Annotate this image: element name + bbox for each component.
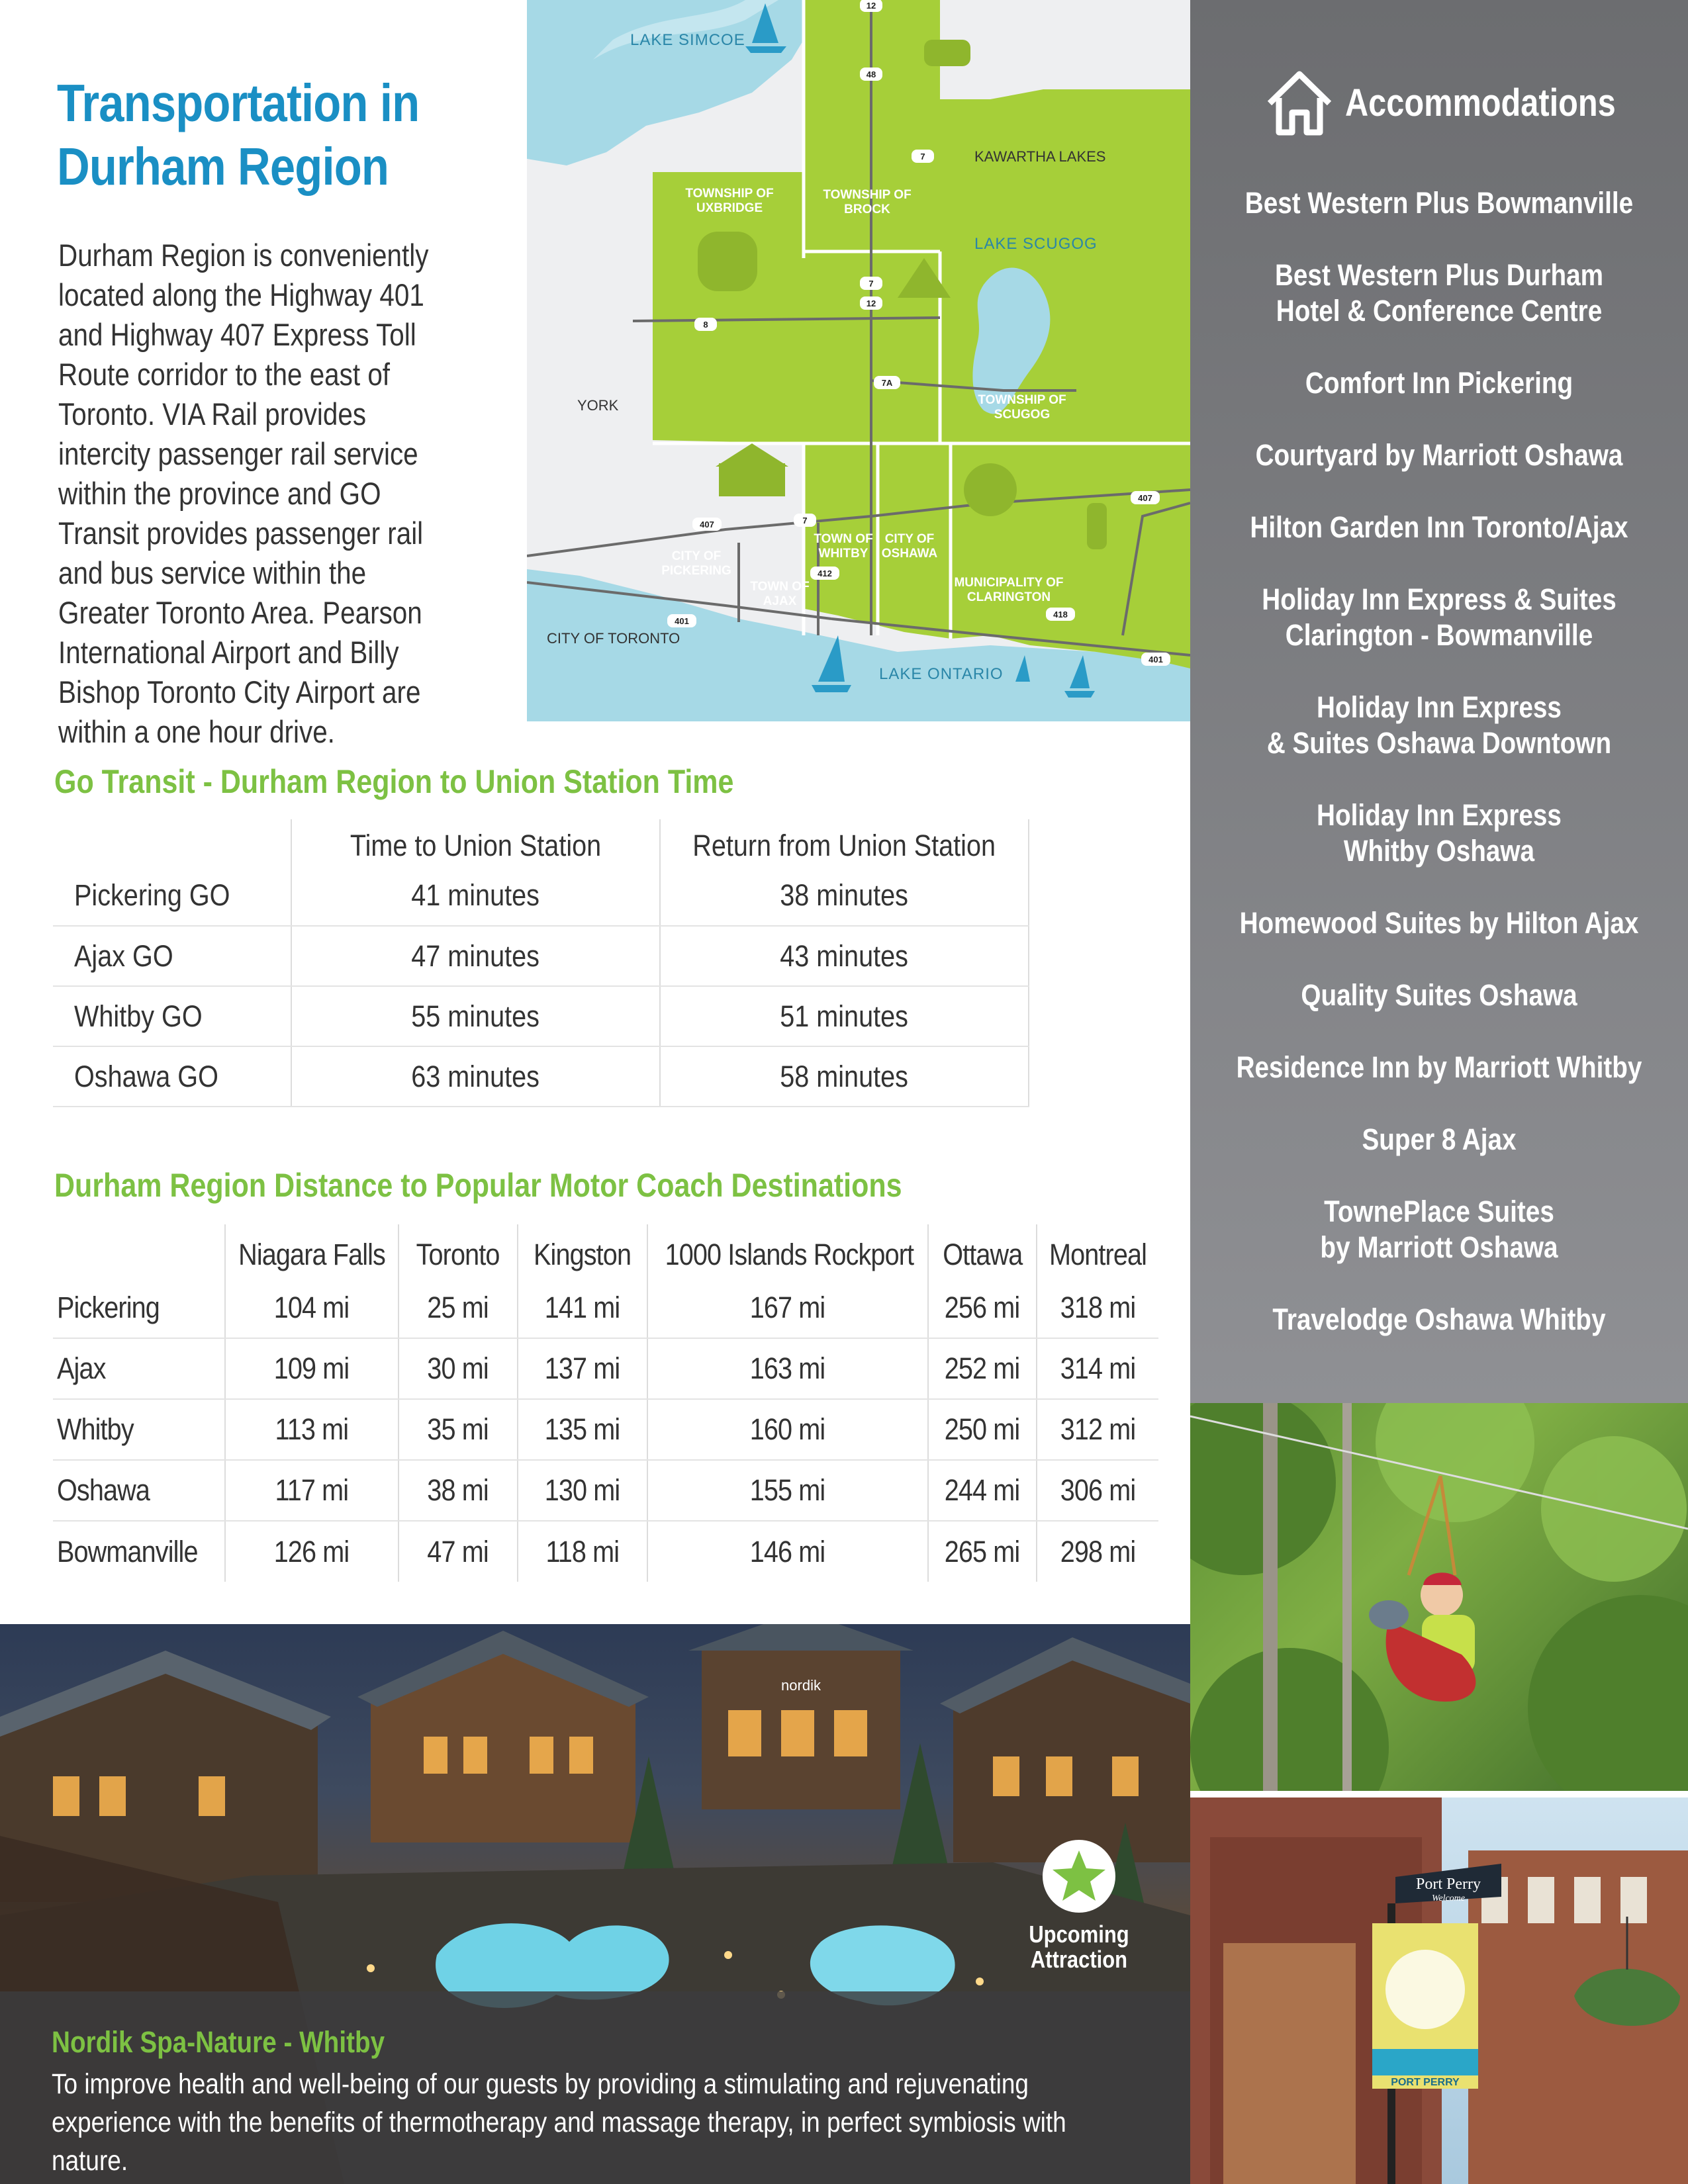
svg-text:7: 7: [868, 279, 874, 289]
accommodations-header: [1263, 66, 1673, 139]
svg-text:CLARINGTON: CLARINGTON: [966, 590, 1051, 604]
hotel-item: Best Western Plus Durham Hotel & Conference Centre: [1274, 258, 1604, 328]
table-cell: 38 mi: [399, 1460, 518, 1521]
station-name: Oshawa GO: [53, 1046, 291, 1107]
svg-text:401: 401: [1149, 655, 1163, 664]
column-header: 1000 Islands Rockport: [647, 1224, 928, 1277]
star-icon: [1049, 1846, 1109, 1906]
upcoming-attraction-badge: [1013, 1840, 1145, 1972]
map-illustration: [527, 0, 1190, 721]
svg-text:PICKERING: PICKERING: [661, 564, 731, 578]
table-cell: 160 mi: [647, 1399, 928, 1460]
column-header: Montreal: [1037, 1224, 1158, 1277]
svg-text:TOWN OF: TOWN OF: [750, 580, 810, 594]
svg-text:CITY OF: CITY OF: [884, 532, 935, 546]
spa-name: Nordik Spa-Nature - Whitby: [52, 2025, 385, 2059]
motor-coach-title: Durham Region Distance to Popular Motor Coach Destinations: [54, 1167, 902, 1204]
svg-text:UXBRIDGE: UXBRIDGE: [696, 201, 763, 215]
column-header: [53, 1224, 225, 1277]
svg-text:TOWN OF: TOWN OF: [814, 532, 873, 546]
table-cell: 35 mi: [399, 1399, 518, 1460]
go-transit-title: Go Transit - Durham Region to Union Station Time: [54, 763, 734, 800]
svg-text:TOWNSHIP OF: TOWNSHIP OF: [823, 188, 912, 202]
table-row: [53, 926, 1029, 986]
svg-text:412: 412: [818, 569, 832, 578]
table-row: [53, 1046, 1029, 1107]
go-transit-table: [53, 819, 1029, 1107]
hotel-item: Holiday Inn Express Whitby Oshawa: [1317, 798, 1562, 868]
table-cell: 47 minutes: [291, 926, 660, 986]
york-label: YORK: [577, 397, 619, 414]
lake-simcoe-label: LAKE SIMCOE: [630, 31, 745, 49]
table-row: [53, 1338, 1158, 1399]
origin-name: Ajax: [53, 1338, 225, 1399]
lake-scugog-label: LAKE SCUGOG: [974, 235, 1098, 253]
house-icon: [1263, 66, 1336, 139]
station-name: Pickering GO: [53, 866, 291, 926]
star-badge: [1043, 1840, 1115, 1913]
table-cell: 47 mi: [399, 1521, 518, 1582]
port-perry-sign: Port Perry: [1416, 1876, 1481, 1893]
column-header: Niagara Falls: [225, 1224, 399, 1277]
svg-text:48: 48: [866, 69, 876, 79]
hotel-item: Holiday Inn Express & Suites Oshawa Downtown: [1266, 690, 1612, 760]
table-cell: 135 mi: [518, 1399, 647, 1460]
svg-text:BROCK: BROCK: [844, 203, 890, 216]
table-cell: 30 mi: [399, 1338, 518, 1399]
origin-name: Oshawa: [53, 1460, 225, 1521]
nordik-sign: nordik: [781, 1677, 821, 1694]
intro-section: [0, 0, 527, 749]
table-cell: 167 mi: [647, 1277, 928, 1338]
port-perry-illustration: [1190, 1797, 1688, 2184]
table-cell: 118 mi: [518, 1521, 647, 1582]
page-title-line-2: Durham Region: [57, 137, 389, 196]
table-cell: 141 mi: [518, 1277, 647, 1338]
svg-text:407: 407: [1138, 493, 1152, 503]
svg-text:12: 12: [866, 1, 876, 11]
table-cell: 117 mi: [225, 1460, 399, 1521]
table-cell: 25 mi: [399, 1277, 518, 1338]
hotel-item: Super 8 Ajax: [1362, 1122, 1517, 1156]
column-header: Return from Union Station: [660, 819, 1029, 866]
table-cell: 63 minutes: [291, 1046, 660, 1107]
table-cell: 137 mi: [518, 1338, 647, 1399]
durham-region-map: [527, 0, 1190, 721]
spa-description: To improve health and well-being of our guests by providing a stimulating and rejuvenating experience with the benefits of thermotherapy and massage therapy, in perfect symbiosis with nature.: [52, 2068, 1066, 2177]
table-header-row: [53, 819, 1029, 866]
table-cell: 256 mi: [928, 1277, 1037, 1338]
table-cell: 43 minutes: [660, 926, 1029, 986]
hotel-item: Quality Suites Oshawa: [1301, 978, 1577, 1012]
svg-text:CITY OF: CITY OF: [671, 549, 722, 563]
city-of-toronto-label: CITY OF TORONTO: [547, 630, 680, 647]
table-row: [53, 1521, 1158, 1582]
column-header: Ottawa: [928, 1224, 1037, 1277]
svg-text:OSHAWA: OSHAWA: [881, 547, 938, 561]
table-cell: 244 mi: [928, 1460, 1037, 1521]
table-cell: 265 mi: [928, 1521, 1037, 1582]
station-name: Whitby GO: [53, 986, 291, 1046]
lake-ontario-label: LAKE ONTARIO: [879, 665, 1004, 683]
zipline-photo: [1190, 1403, 1688, 1791]
table-cell: 38 minutes: [660, 866, 1029, 926]
svg-text:7A: 7A: [881, 378, 893, 388]
svg-text:12: 12: [866, 298, 876, 308]
table-cell: 41 minutes: [291, 866, 660, 926]
table-cell: 298 mi: [1037, 1521, 1158, 1582]
intro-paragraph: Durham Region is conveniently located along the Highway 401 and Highway 407 Express Toll Route corridor to the east of Toronto. VIA Rail provides intercity passenger rail service within the province and GO Transit provides passenger rail and bus service within the Greater Toronto Area. Pearson International Airport and Billy Bishop Toronto City Airport are within a one hour drive.: [58, 238, 429, 749]
table-cell: 312 mi: [1037, 1399, 1158, 1460]
hotel-item: Best Western Plus Bowmanville: [1244, 186, 1634, 220]
table-cell: 109 mi: [225, 1338, 399, 1399]
column-header: Toronto: [399, 1224, 518, 1277]
upcoming-attraction-label: Upcoming Attraction: [1029, 1921, 1129, 1973]
station-name: Ajax GO: [53, 926, 291, 986]
table-cell: 104 mi: [225, 1277, 399, 1338]
hotel-item: Holiday Inn Express & Suites Clarington - Bowmanville: [1262, 582, 1617, 652]
column-header: Kingston: [518, 1224, 647, 1277]
hotel-item: Homewood Suites by Hilton Ajax: [1239, 906, 1639, 940]
table-cell: 252 mi: [928, 1338, 1037, 1399]
motor-coach-table: [53, 1224, 1158, 1582]
origin-name: Whitby: [53, 1399, 225, 1460]
hotel-item: TownePlace Suites by Marriott Oshawa: [1320, 1195, 1558, 1264]
table-cell: 51 minutes: [660, 986, 1029, 1046]
svg-text:AJAX: AJAX: [763, 594, 797, 608]
table-cell: 146 mi: [647, 1521, 928, 1582]
table-row: [53, 866, 1029, 926]
table-cell: 55 minutes: [291, 986, 660, 1046]
table-cell: 58 minutes: [660, 1046, 1029, 1107]
svg-text:TOWNSHIP OF: TOWNSHIP OF: [978, 393, 1066, 407]
svg-text:WHITBY: WHITBY: [818, 547, 868, 561]
table-cell: 113 mi: [225, 1399, 399, 1460]
table-cell: 250 mi: [928, 1399, 1037, 1460]
hotel-item: Travelodge Oshawa Whitby: [1272, 1302, 1606, 1336]
hotel-item: Courtyard by Marriott Oshawa: [1255, 438, 1623, 472]
hotel-item: Hilton Garden Inn Toronto/Ajax: [1250, 510, 1628, 544]
svg-text:7: 7: [802, 516, 808, 525]
accommodations-title: Accommodations: [1345, 81, 1616, 124]
hotel-item: Residence Inn by Marriott Whitby: [1236, 1050, 1642, 1084]
table-cell: 318 mi: [1037, 1277, 1158, 1338]
durham-region-shape: [653, 0, 1190, 668]
origin-name: Bowmanville: [57, 1534, 198, 1569]
accommodations-sidebar: [1190, 0, 1688, 1403]
column-header: [53, 819, 291, 866]
svg-text:8: 8: [703, 320, 708, 330]
table-cell: 126 mi: [225, 1521, 399, 1582]
table-cell: 163 mi: [647, 1338, 928, 1399]
welcome-sign: Welcome: [1431, 1893, 1466, 1903]
svg-text:401: 401: [675, 616, 689, 626]
origin-name: Pickering: [53, 1277, 225, 1338]
table-header-row: [53, 1224, 1158, 1277]
page-title: [57, 71, 455, 199]
kawartha-lakes-label: KAWARTHA LAKES: [974, 148, 1106, 165]
table-cell: 306 mi: [1037, 1460, 1158, 1521]
table-cell: 314 mi: [1037, 1338, 1158, 1399]
column-header: Time to Union Station: [291, 819, 660, 866]
svg-text:418: 418: [1053, 610, 1068, 619]
accommodations-list: [1190, 185, 1688, 1374]
table-row: [53, 986, 1029, 1046]
svg-text:SCUGOG: SCUGOG: [994, 408, 1051, 422]
svg-text:7: 7: [920, 152, 925, 161]
table-row: [53, 1399, 1158, 1460]
port-perry-banner: PORT PERRY: [1391, 2077, 1460, 2088]
svg-text:MUNICIPALITY OF: MUNICIPALITY OF: [954, 576, 1064, 590]
svg-text:TOWNSHIP OF: TOWNSHIP OF: [685, 187, 774, 201]
table-cell: 130 mi: [518, 1460, 647, 1521]
table-row: [53, 1460, 1158, 1521]
table-row: [53, 1277, 1158, 1338]
page-title-line-1: Transportation in: [57, 73, 420, 132]
hotel-item: Comfort Inn Pickering: [1305, 366, 1573, 400]
port-perry-photo: [1190, 1797, 1688, 2184]
table-cell: 155 mi: [647, 1460, 928, 1521]
zipline-illustration: [1190, 1403, 1688, 1791]
svg-text:407: 407: [700, 520, 714, 529]
